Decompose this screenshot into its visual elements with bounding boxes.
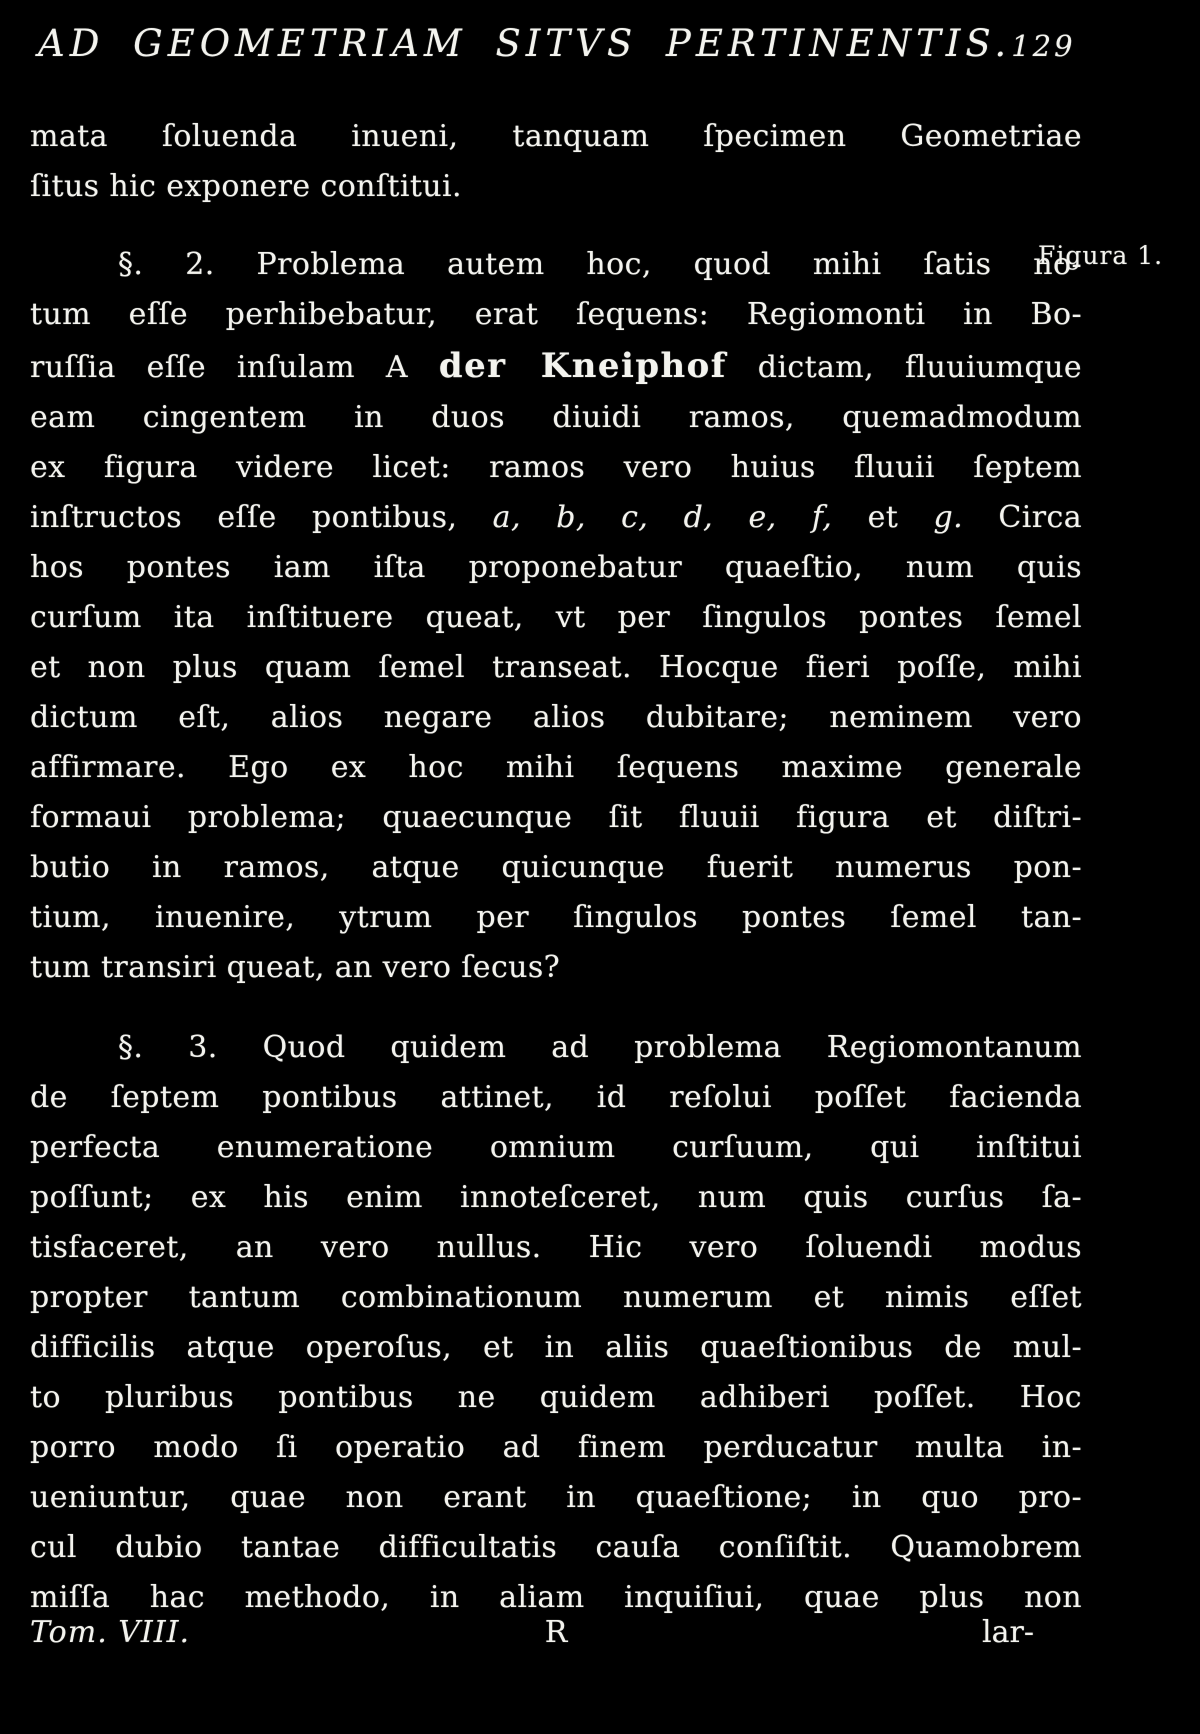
text-line: §. 2. Problema autem hoc, quod mihi ſatis no- (118, 247, 1082, 282)
text-line: ex figura videre licet: ramos vero huius fluuii ſeptem (30, 450, 1082, 485)
fraktur-text-kneiphof: der Kneiphof (438, 345, 727, 385)
paragraph-section-3 (30, 1023, 1082, 1623)
text-line: hos pontes iam iſta proponebatur quaeſtio, num quis (30, 550, 1082, 585)
text-line: curſum ita inſtituere queat, vt per ſingulos pontes ſemel (30, 600, 1082, 635)
text-segment: Circa (963, 500, 1082, 535)
text-segment: et (832, 500, 934, 535)
page-number: 129 (1011, 29, 1076, 63)
text-line: propter tantum combinationum numerum et nimis eſſet (30, 1280, 1082, 1315)
running-header (38, 22, 1076, 65)
volume-label: Tom. VIII. (30, 1615, 191, 1650)
text-line: formaui problema; quaecunque ſit fluuii figura et diſtri- (30, 800, 1082, 835)
text-segment: inſtructos eſſe pontibus, (30, 500, 493, 535)
text-line: miſſa hac methodo, in aliam inquiſiui, quae plus non (30, 1580, 1082, 1615)
catchword: lar- (982, 1615, 1034, 1650)
text-segment: dictam, fluuiumque (726, 350, 1082, 385)
text-column (30, 112, 1082, 1623)
text-line: eam cingentem in duos diuidi ramos, quemadmodum (30, 400, 1082, 435)
text-line: affirmare. Ego ex hoc mihi ſequens maxime generale (30, 750, 1082, 785)
bridge-letters-italic: a, b, c, d, e, f, (492, 500, 833, 535)
text-line: difficilis atque operoſus, et in aliis quaeſtionibus de mul- (30, 1330, 1082, 1365)
text-line: ſitus hic exponere conſtitui. (30, 169, 462, 204)
text-line: dictum eſt, alios negare alios dubitare; neminem vero (30, 700, 1082, 735)
text-line: mata ſoluenda inueni, tanquam ſpecimen Geometriae (30, 119, 1082, 154)
signature-line (30, 1608, 1082, 1658)
figure-reference-note: Figura 1. (1038, 241, 1164, 270)
bridge-letter-g-italic: g. (933, 500, 964, 535)
text-line: tum eſſe perhibebatur, erat ſequens: Regiomonti in Bo- (30, 297, 1082, 332)
text-line: butio in ramos, atque quicunque fuerit numerus pon- (30, 850, 1082, 885)
text-line (30, 493, 1082, 543)
text-line: et non plus quam ſemel transeat. Hocque fieri poſſe, mihi (30, 650, 1082, 685)
text-line (30, 340, 1082, 393)
text-line: tisfaceret, an vero nullus. Hic vero ſoluendi modus (30, 1230, 1082, 1265)
running-title: AD GEOMETRIAM SITVS PERTINENTIS. (38, 22, 1012, 65)
text-line: to pluribus pontibus ne quidem adhiberi poſſet. Hoc (30, 1380, 1082, 1415)
text-line: ueniuntur, quae non erant in quaeſtione; in quo pro- (30, 1480, 1082, 1515)
text-line: perfecta enumeratione omnium curſuum, qui inſtitui (30, 1130, 1082, 1165)
text-line: tum transiri queat, an vero ſecus? (30, 950, 561, 985)
paragraph-section-2 (30, 240, 1082, 993)
text-line: de ſeptem pontibus attinet, id reſolui poſſet facienda (30, 1080, 1082, 1115)
signature-mark: R (544, 1615, 568, 1650)
text-line: §. 3. Quod quidem ad problema Regiomontanum (118, 1030, 1082, 1065)
text-line: tium, inuenire, ytrum per ſingulos pontes ſemel tan- (30, 900, 1082, 935)
text-line: cul dubio tantae difficultatis cauſa conſiſtit. Quamobrem (30, 1530, 1082, 1565)
text-line: porro modo ſi operatio ad finem perducatur multa in- (30, 1430, 1082, 1465)
text-line: poſſunt; ex his enim innoteſceret, num quis curſus ſa- (30, 1180, 1082, 1215)
paragraph-continuation (30, 112, 1082, 212)
text-segment: ruſſia eſſe inſulam A (30, 350, 439, 385)
